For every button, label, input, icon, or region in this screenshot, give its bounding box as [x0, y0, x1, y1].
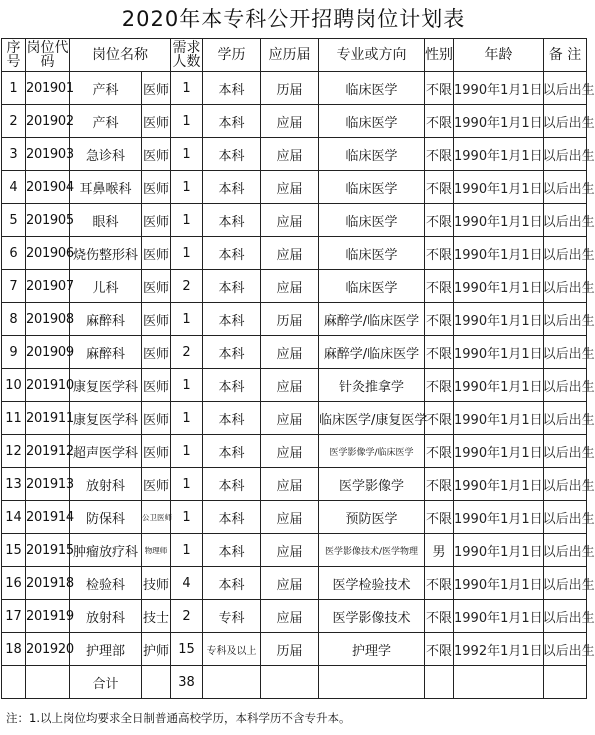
- cell-code: 201915: [26, 534, 70, 567]
- document-title: 2020年本专科公开招聘岗位计划表: [121, 7, 466, 31]
- cell-education: 本科: [203, 105, 261, 138]
- cell-code: 201920: [26, 633, 70, 666]
- cell-gender: 不限: [425, 633, 454, 666]
- cell-gender: 不限: [425, 468, 454, 501]
- cell-position-name: 麻醉科: [70, 336, 142, 369]
- header-name: 岗位名称: [70, 39, 171, 72]
- cell-no: 10: [2, 369, 26, 402]
- cell-code: 201904: [26, 171, 70, 204]
- cell-position-title: 物理师: [142, 534, 171, 567]
- cell-age: 1990年1月1日以后出生: [454, 501, 544, 534]
- cell-count: 1: [171, 435, 203, 468]
- cell-no: 11: [2, 402, 26, 435]
- cell-count: 1: [171, 237, 203, 270]
- cell-count: 1: [171, 105, 203, 138]
- cell-age: 1990年1月1日以后出生: [454, 402, 544, 435]
- cell-education: 本科: [203, 534, 261, 567]
- table-row: [2, 72, 587, 105]
- cell-code: 201906: [26, 237, 70, 270]
- cell-graduate-status: 应届: [261, 501, 319, 534]
- cell-code: 201909: [26, 336, 70, 369]
- cell-graduate-status: 应届: [261, 402, 319, 435]
- cell-education: 本科: [203, 204, 261, 237]
- cell-education: 本科: [203, 567, 261, 600]
- cell-gender: 不限: [425, 402, 454, 435]
- cell-age: 1990年1月1日以后出生: [454, 600, 544, 633]
- cell-code: 201905: [26, 204, 70, 237]
- cell-major: 医学影像学/临床医学: [319, 435, 425, 468]
- cell-major: 临床医学: [319, 171, 425, 204]
- total-row: [2, 666, 587, 699]
- total-gender-cell: [425, 666, 454, 699]
- cell-count: 2: [171, 270, 203, 303]
- cell-graduate-status: 应届: [261, 468, 319, 501]
- cell-gender: 不限: [425, 600, 454, 633]
- cell-no: 14: [2, 501, 26, 534]
- cell-code: 201910: [26, 369, 70, 402]
- total-major-cell: [319, 666, 425, 699]
- cell-count: 1: [171, 501, 203, 534]
- cell-no: 16: [2, 567, 26, 600]
- cell-position-title: 医师: [142, 336, 171, 369]
- cell-graduate-status: 应届: [261, 105, 319, 138]
- cell-position-title: 医师: [142, 204, 171, 237]
- cell-graduate-status: 应届: [261, 237, 319, 270]
- cell-major: 针灸推拿学: [319, 369, 425, 402]
- cell-major: 医学影像技术/医学物理: [319, 534, 425, 567]
- cell-gender: 不限: [425, 567, 454, 600]
- table-row: [2, 105, 587, 138]
- cell-no: 12: [2, 435, 26, 468]
- cell-education: 本科: [203, 303, 261, 336]
- total-remark-cell: [544, 666, 587, 699]
- cell-major: 麻醉学/临床医学: [319, 336, 425, 369]
- cell-no: 7: [2, 270, 26, 303]
- cell-age: 1990年1月1日以后出生: [454, 237, 544, 270]
- table-row: [2, 138, 587, 171]
- table-row: [2, 402, 587, 435]
- cell-count: 1: [171, 72, 203, 105]
- cell-code: 201908: [26, 303, 70, 336]
- cell-age: 1990年1月1日以后出生: [454, 171, 544, 204]
- cell-position-title: 技士: [142, 600, 171, 633]
- cell-graduate-status: 历届: [261, 72, 319, 105]
- cell-position-title: 医师: [142, 138, 171, 171]
- cell-position-title: 医师: [142, 402, 171, 435]
- cell-gender: 不限: [425, 435, 454, 468]
- cell-graduate-status: 应届: [261, 369, 319, 402]
- cell-no: 8: [2, 303, 26, 336]
- cell-count: 1: [171, 204, 203, 237]
- cell-no: 13: [2, 468, 26, 501]
- cell-age: 1990年1月1日以后出生: [454, 435, 544, 468]
- header-gender: 性别: [425, 39, 454, 72]
- cell-count: 4: [171, 567, 203, 600]
- table-row: [2, 468, 587, 501]
- cell-graduate-status: 历届: [261, 633, 319, 666]
- cell-graduate-status: 历届: [261, 303, 319, 336]
- cell-count: 1: [171, 171, 203, 204]
- cell-no: 6: [2, 237, 26, 270]
- cell-education: 本科: [203, 501, 261, 534]
- cell-education: 本科: [203, 138, 261, 171]
- cell-position-name: 康复医学科: [70, 369, 142, 402]
- header-grad: 应历届: [261, 39, 319, 72]
- cell-count: 1: [171, 138, 203, 171]
- cell-position-name: 产科: [70, 72, 142, 105]
- cell-position-title: 医师: [142, 303, 171, 336]
- cell-position-name: 产科: [70, 105, 142, 138]
- cell-age: 1990年1月1日以后出生: [454, 72, 544, 105]
- cell-position-name: 眼科: [70, 204, 142, 237]
- table-header-row: [2, 39, 587, 72]
- cell-code: 201913: [26, 468, 70, 501]
- cell-position-title: 医师: [142, 468, 171, 501]
- cell-count: 1: [171, 534, 203, 567]
- cell-major: 医学影像学: [319, 468, 425, 501]
- cell-age: 1990年1月1日以后出生: [454, 369, 544, 402]
- cell-major: 预防医学: [319, 501, 425, 534]
- table-row: [2, 204, 587, 237]
- cell-position-name: 护理部: [70, 633, 142, 666]
- cell-major: 临床医学: [319, 105, 425, 138]
- table-row: [2, 303, 587, 336]
- cell-no: 15: [2, 534, 26, 567]
- cell-major: 麻醉学/临床医学: [319, 303, 425, 336]
- cell-age: 1990年1月1日以后出生: [454, 204, 544, 237]
- cell-age: 1990年1月1日以后出生: [454, 336, 544, 369]
- cell-code: 201918: [26, 567, 70, 600]
- header-edu: 学历: [203, 39, 261, 72]
- cell-education: 本科: [203, 402, 261, 435]
- table-row: [2, 567, 587, 600]
- cell-graduate-status: 应届: [261, 270, 319, 303]
- cell-position-name: 放射科: [70, 600, 142, 633]
- total-edu-cell: [203, 666, 261, 699]
- cell-age: 1990年1月1日以后出生: [454, 105, 544, 138]
- cell-education: 本科: [203, 369, 261, 402]
- cell-position-title: 医师: [142, 72, 171, 105]
- cell-position-name: 康复医学科: [70, 402, 142, 435]
- cell-major: 临床医学: [319, 270, 425, 303]
- cell-position-name: 麻醉科: [70, 303, 142, 336]
- cell-education: 专科及以上: [203, 633, 261, 666]
- cell-code: 201912: [26, 435, 70, 468]
- cell-count: 1: [171, 402, 203, 435]
- cell-major: 护理学: [319, 633, 425, 666]
- cell-position-title: 护师: [142, 633, 171, 666]
- table-row: [2, 633, 587, 666]
- cell-gender: 不限: [425, 369, 454, 402]
- cell-major: 医学影像技术: [319, 600, 425, 633]
- cell-no: 17: [2, 600, 26, 633]
- cell-gender: 不限: [425, 237, 454, 270]
- cell-age: 1990年1月1日以后出生: [454, 534, 544, 567]
- total-title-cell: [142, 666, 171, 699]
- header-age: 年龄: [454, 39, 544, 72]
- cell-age: 1990年1月1日以后出生: [454, 567, 544, 600]
- cell-major: 临床医学: [319, 204, 425, 237]
- cell-count: 2: [171, 600, 203, 633]
- cell-position-name: 耳鼻喉科: [70, 171, 142, 204]
- cell-no: 18: [2, 633, 26, 666]
- cell-position-title: 技师: [142, 567, 171, 600]
- cell-code: 201902: [26, 105, 70, 138]
- cell-age: 1990年1月1日以后出生: [454, 270, 544, 303]
- total-count: 38: [171, 666, 203, 699]
- cell-count: 2: [171, 336, 203, 369]
- cell-position-title: 医师: [142, 171, 171, 204]
- cell-code: 201901: [26, 72, 70, 105]
- table-row: [2, 501, 587, 534]
- cell-education: 本科: [203, 468, 261, 501]
- cell-graduate-status: 应届: [261, 171, 319, 204]
- cell-count: 1: [171, 303, 203, 336]
- cell-no: 4: [2, 171, 26, 204]
- cell-major: 临床医学: [319, 237, 425, 270]
- cell-education: 本科: [203, 171, 261, 204]
- cell-position-title: 医师: [142, 270, 171, 303]
- cell-graduate-status: 应届: [261, 600, 319, 633]
- cell-graduate-status: 应届: [261, 567, 319, 600]
- cell-education: 本科: [203, 237, 261, 270]
- total-no-cell: [2, 666, 26, 699]
- cell-education: 本科: [203, 336, 261, 369]
- total-age-cell: [454, 666, 544, 699]
- cell-graduate-status: 应届: [261, 204, 319, 237]
- cell-graduate-status: 应届: [261, 138, 319, 171]
- table-row: [2, 270, 587, 303]
- cell-major: 临床医学: [319, 138, 425, 171]
- cell-position-name: 检验科: [70, 567, 142, 600]
- footnote: 注：1.以上岗位均要求全日制普通高校学历，本科学历不含专升本。: [6, 711, 351, 725]
- cell-gender: 不限: [425, 501, 454, 534]
- cell-gender: 不限: [425, 138, 454, 171]
- cell-graduate-status: 应届: [261, 336, 319, 369]
- table-body: [2, 72, 595, 666]
- recruitment-plan-table: [1, 38, 595, 699]
- cell-count: 1: [171, 468, 203, 501]
- table-row: [2, 237, 587, 270]
- cell-graduate-status: 应届: [261, 435, 319, 468]
- cell-education: 本科: [203, 435, 261, 468]
- total-code-cell: [26, 666, 70, 699]
- cell-code: 201911: [26, 402, 70, 435]
- cell-no: 1: [2, 72, 26, 105]
- cell-age: 1992年1月1日以后出生: [454, 633, 544, 666]
- cell-position-name: 放射科: [70, 468, 142, 501]
- header-major: 专业或方向: [319, 39, 425, 72]
- cell-code: 201903: [26, 138, 70, 171]
- cell-position-name: 防保科: [70, 501, 142, 534]
- cell-gender: 不限: [425, 336, 454, 369]
- cell-age: 1990年1月1日以后出生: [454, 138, 544, 171]
- header-remark: 备 注: [544, 39, 587, 72]
- header-no: 序号: [2, 39, 26, 72]
- header-code: 岗位代码: [26, 40, 69, 70]
- table-row: [2, 336, 587, 369]
- cell-age: 1990年1月1日以后出生: [454, 303, 544, 336]
- cell-position-name: 急诊科: [70, 138, 142, 171]
- cell-major: 临床医学/康复医学: [319, 402, 425, 435]
- cell-gender: 不限: [425, 303, 454, 336]
- cell-education: 本科: [203, 270, 261, 303]
- cell-graduate-status: 应届: [261, 534, 319, 567]
- cell-position-title: 医师: [142, 105, 171, 138]
- header-count: 需求人数: [172, 40, 201, 70]
- table-row: [2, 369, 587, 402]
- cell-count: 1: [171, 369, 203, 402]
- cell-gender: 不限: [425, 171, 454, 204]
- cell-gender: 不限: [425, 105, 454, 138]
- table-row: [2, 435, 587, 468]
- cell-position-name: 肿瘤放疗科: [70, 534, 142, 567]
- cell-count: 15: [171, 633, 203, 666]
- table-row: [2, 534, 587, 567]
- cell-no: 2: [2, 105, 26, 138]
- cell-position-name: 儿科: [70, 270, 142, 303]
- cell-no: 5: [2, 204, 26, 237]
- cell-gender: 不限: [425, 270, 454, 303]
- cell-position-title: 公卫医师: [142, 501, 171, 534]
- cell-major: 临床医学: [319, 72, 425, 105]
- cell-no: 3: [2, 138, 26, 171]
- cell-age: 1990年1月1日以后出生: [454, 468, 544, 501]
- cell-education: 专科: [203, 600, 261, 633]
- cell-no: 9: [2, 336, 26, 369]
- cell-code: 201914: [26, 501, 70, 534]
- cell-code: 201907: [26, 270, 70, 303]
- cell-position-title: 医师: [142, 435, 171, 468]
- cell-gender: 不限: [425, 204, 454, 237]
- cell-position-name: 烧伤整形科: [70, 237, 142, 270]
- total-label: 合计: [70, 666, 142, 699]
- cell-gender: 男: [425, 534, 454, 567]
- cell-major: 医学检验技术: [319, 567, 425, 600]
- cell-code: 201919: [26, 600, 70, 633]
- cell-education: 本科: [203, 72, 261, 105]
- total-grad-cell: [261, 666, 319, 699]
- table-row: [2, 600, 587, 633]
- cell-position-title: 医师: [142, 369, 171, 402]
- cell-position-title: 医师: [142, 237, 171, 270]
- table-row: [2, 171, 587, 204]
- cell-position-name: 超声医学科: [70, 435, 142, 468]
- cell-gender: 不限: [425, 72, 454, 105]
